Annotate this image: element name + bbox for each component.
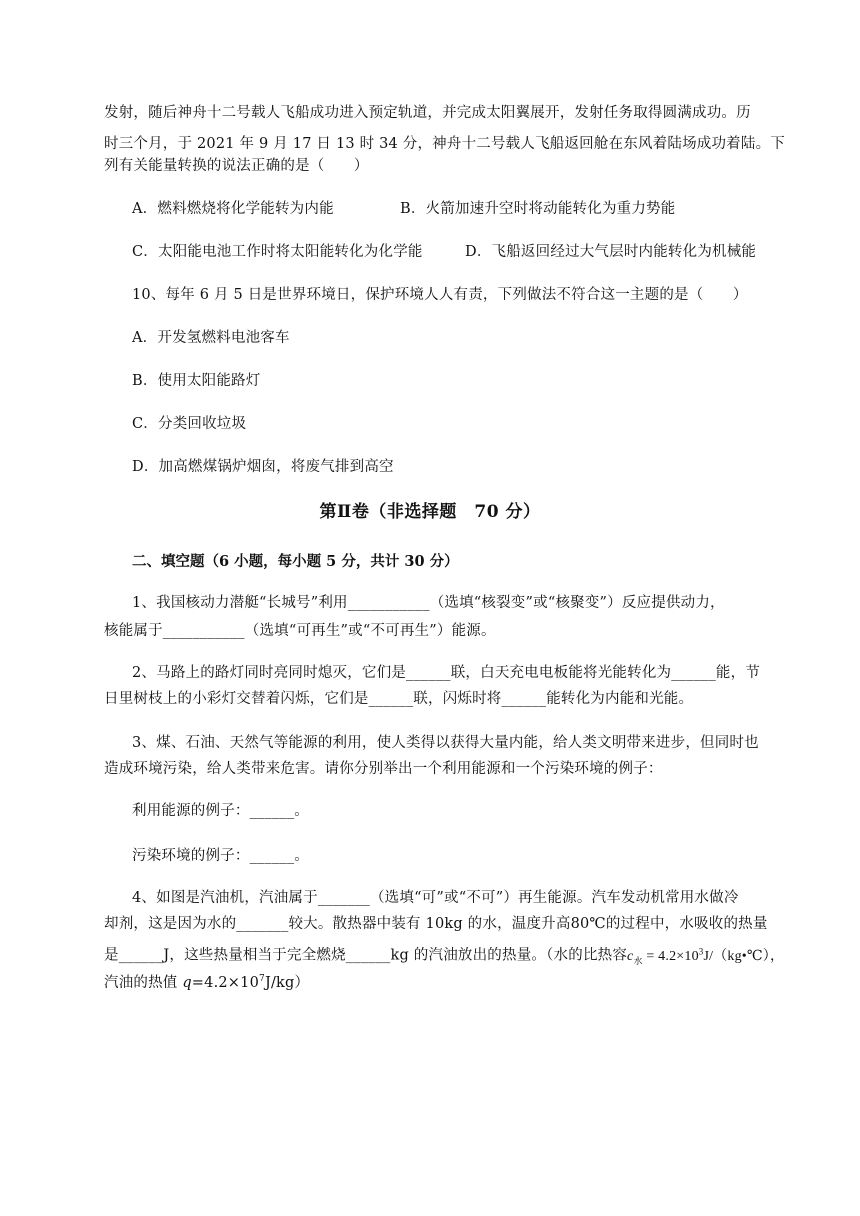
q9-option-a: A．燃料燃烧将化学能转为内能 — [132, 201, 334, 217]
q10-option-a: A．开发氢燃料电池客车 — [132, 330, 290, 346]
part2-title: 第Ⅱ卷（非选择题 70 分） — [319, 502, 541, 522]
fill3-example-pollution: 污染环境的例子：______。 — [132, 848, 309, 864]
fill1-line-1: 1、我国核动力潜艇“长城号”利用___________（选填“核裂变”或“核聚变”）反应提供动力， — [132, 595, 725, 611]
q9-option-c: C．太阳能电池工作时将太阳能转化为化学能 — [132, 244, 423, 260]
q9-text-line-1: 发射，随后神舟十二号载人飞船成功进入预定轨道，并完成太阳翼展开，发射任务取得圆满成功。历 — [104, 105, 751, 121]
fill4-line-4: 汽油的热值 $q=4.2\times 10^7J/kg$） — [104, 974, 310, 991]
fill3-line-1: 3、煤、石油、天然气等能源的利用，使人类得以获得大量内能，给人类文明带来进步，但同时也 — [132, 735, 759, 751]
q9-option-d: D．飞船返回经过大气层时内能转化为机械能 — [465, 244, 757, 260]
fill4-line-1: 4、如图是汽油机，汽油属于_______（选填“可”或“不可”）再生能源。汽车发动机常用水做冷 — [132, 890, 739, 906]
q9-option-b: B．火箭加速升空时将动能转化为重力势能 — [400, 201, 676, 217]
q9-text-line-2: 时三个月，于 2021 年 9 月 17 日 13 时 34 分，神舟十二号载人飞船返回舱在东风着陆场成功着陆。下 — [104, 136, 785, 152]
q10-stem: 10、每年 6 月 5 日是世界环境日，保护环境人人有责，下列做法不符合这一主题的是（ ） — [132, 287, 748, 303]
fill3-line-2: 造成环境污染，给人类带来危害。请你分别举出一个利用能源和一个污染环境的例子： — [104, 761, 663, 777]
fill2-line-1: 2、马路上的路灯同时亮同时熄灭，它们是______联，白天充电电板能将光能转化为______能，节 — [132, 665, 761, 681]
fill4-line-3 — [104, 940, 804, 971]
heat-value-symbol: q — [182, 974, 192, 991]
q10-option-d: D．加高燃煤锅炉烟囱，将废气排到高空 — [132, 459, 394, 475]
fill1-line-2: 核能属于___________（选填“可再生”或“不可再生”）能源。 — [104, 623, 496, 639]
fill3-example-energy: 利用能源的例子：______。 — [132, 803, 309, 819]
fill4-line-3-text: 是______J，这些热量相当于完全燃烧______kg 的汽油放出的热量。（水的比热容 — [104, 947, 628, 964]
q9-text-line-3: 列有关能量转换的说法正确的是（ ） — [104, 158, 369, 174]
q10-option-c: C．分类回收垃圾 — [132, 416, 247, 432]
fill4-line-2: 却剂，这是因为水的_______较大。散热器中装有 10kg 的水，温度升高80℃的过程中，水吸收的热量 — [104, 916, 768, 932]
fill-section-heading: 二、填空题（6 小题，每小题 5 分，共计 30 分） — [132, 553, 459, 570]
specific-heat-formula: $c_水$ = $4.2\times 10^3J/(kg•℃)$， — [627, 946, 785, 966]
fill2-line-2: 日里树枝上的小彩灯交替着闪烁，它们是______联，闪烁时将______能转化为内能和光能。 — [104, 691, 694, 707]
q10-option-b: B．使用太阳能路灯 — [132, 373, 261, 389]
